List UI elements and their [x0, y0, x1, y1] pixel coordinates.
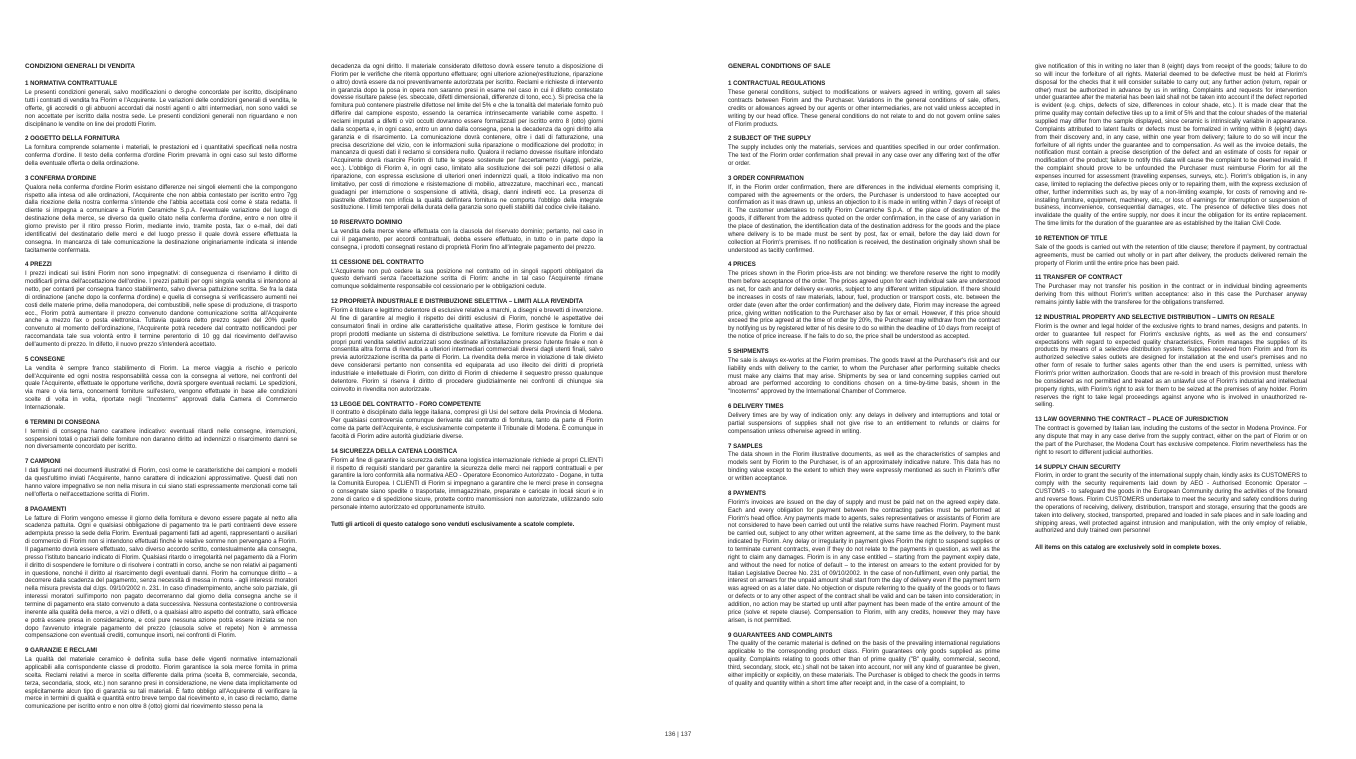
section-body: Florim, in order to grant the security of the international supply chain, kindly asks its CUSTOMERS to comply with the security requirements laid down by AEO - Authorised Economic Operator – CUSTOMS - to safeguard the goods in the European Community during the activities of the forward and reverse flows. Florim CUSTOMERS undertake to meet the security and safety conditions during the operations of receiving, delivery, distribution, transport and storage, ensuring that the goods are taken into delivery, stocked, transported, prepared and loaded in safe places and in safe loading and shipping areas, well protected against intrusion and manipulation, with the only employ of reliable, authorized and duly trained own personnel [1035, 472, 1307, 535]
section-body: Florim's invoices are issued on the day of supply and must be paid net on the agreed expiry date. Each and every obligation for payment between the contracting parties must be performed at Florim's head office. Any payments made to agents, sales representatives or assistants of Florim are not considered to have been carried out until the relative sums have reached Florim. Payment must be carried out, subject to any other written agreement, at the same time as the delivery, to the bank indicated by Florim. Any delay or irregularity in payment gives Florim the right to suspend supplies or to terminate current contracts, even if they do not relate to the payments in question, as well as the right to claim any damages. Florim is in any case entitled – starting from the payment expiry date, and without the need for notice of default – to the interest on arrears to the extent provided for by Italian Legislative Decree No. 231 of 09/10/2002. In the case of non-fulfilment, even only partial, the interest on arrears for the unpaid amount shall start from the day of delivery even if the payment term was agreed on as a later date. No objection or dispute referring to the quality of the goods or to flaws or defects or to any other aspect of the contract shall be valid and can be taken into consideration; in addition, no action may be started up until after payment has been made of the entire amount of the price (solve et repete clause). Compensation to Florim, with any credits, however they may have arisen, is not permitted. [728, 498, 1000, 624]
section-heading: 14 SUPPLY CHAIN SECURITY [1035, 463, 1121, 471]
section-body: These general conditions, subject to modifications or waivers agreed in writing, govern all sales contracts between Florim and the Purchaser. Variations in the general conditions of sale, offers, credits or allowances agreed by our agents or other intermediaries, are not valid unless accepted in writing by our head office. These general conditions do not relate to and do not govern online sales of Florim products. [728, 89, 1000, 128]
section-body: La vendita è sempre franco stabilimento di Florim. La merce viaggia a rischio e pericolo dell'Acquirente ed ogni nostra responsabilità cessa con la consegna al vettore, nei confronti del quale l'Acquirente, effettuate le opportune verifiche, dovrà sporgere eventuali reclami. Le spedizioni, via mare o via terra, concernenti forniture sull'estero, vengono effettuate in base alle condizioni scelte di volta in volta, riportate negli "Incoterms" approvati dalla Camera di Commercio Internazionale. [25, 364, 297, 412]
en-sections-1 [728, 80, 1000, 687]
section [728, 261, 1000, 341]
section [1035, 416, 1307, 456]
section [25, 261, 297, 348]
section-body: L'Acquirente non può cedere la sua posizione nel contratto od in singoli rapporti obbligatori da questo derivanti senza l'accettazione scritta di Florim: anche in tal caso l'Acquirente rimane comunque solidalmente responsabile col cessionario per le obbligazioni cedute. [331, 267, 603, 291]
section [331, 63, 603, 212]
section-body: I prezzi indicati sui listini Florim non sono impegnativi: di conseguenza ci riserviamo il diritto di modificarli prima dell'accettazione dell'ordine. I prezzi pattuiti per ogni singola vendita si intendono al netto, per contanti per consegna franco stabilimento, salvo diversa pattuizione scritta. Se fra la data di ordinazione (anche dopo la conferma d'ordine) e quella di consegna si verificassero aumenti nei costi delle materie prime, della manodopera, dei combustibili, nelle spese di produzione, di trasporto ecc., Florim potrà aumentare il prezzo convenuto dandone comunicazione scritta all'Acquirente anche a mezzo fax o posta elettronica. Tuttavia qualora detto prezzo superi del 20% quello convenuto al momento dell'ordinazione, l'Acquirente potrà recedere dal contratto notificandoci per raccomandata tale sua volontà entro il termine perentorio di 10 gg dal ricevimento dell'avviso dell'aumento di prezzo. In difetto, il nuovo prezzo s'intenderà accettato. [25, 270, 297, 349]
section-body: The quality of the ceramic material is defined on the basis of the prevailing international regulations applicable to the corresponding product class. Florim guarantees only goods supplied as prime quality. Complaints relating to goods other than of prime quality ("B" quality, commercial, second, third, secondary, stock, etc.) shall not be taken into account, nor will any kind of guarantee be given, either implicitly or explicitly, on these materials. The Purchaser is obliged to check the goods in terms of quality and quantity within a short time after receipt and, in the case of a complaint, to [728, 640, 1000, 687]
section [331, 259, 603, 291]
section-body: La qualità del materiale ceramico è definita sulla base delle vigenti normative internazionali applicabili alla corrispondente classe di prodotto. Florim garantisce la sola merce fornita in prima scelta. Reclami relativi a merce in scelta differente dalla prima (scelta B, commerciale, seconda, terza, secondaria, stock, etc.) non saranno presi in considerazione, ne viene data implicitamente od esplicitamente alcun tipo di garanzia su tali materiali. È fatto obbligo all'Acquirente di verificare la merce in termini di qualità e quantità entro breve tempo dal ricevimento e, in caso di reclamo, darne comunicazione per iscritto entro e non oltre 8 (otto) giorni dal ricevimento stesso pena la [25, 656, 297, 711]
section [25, 419, 297, 451]
section [25, 80, 297, 128]
section-heading: 6 TERMINI DI CONSEGNA [25, 418, 100, 426]
section-heading: 3 CONFERMA D'ORDINE [25, 174, 97, 182]
section [331, 219, 603, 251]
section-body: decadenza da ogni diritto. Il materiale considerato difettoso dovrà essere tenuto a disposizione di Florim per le verifiche che riterrà opportuno effettuare; ogni ulteriore azione(restituzione, riparazione o altro) dovrà essere da noi preventivamente autorizzata per iscritto. Reclami e richieste di intervento in garanzia dopo la posa in opera non saranno presi in esame nel caso in cui il difetto contestato dovesse risultare palese (es. sbeccate, difetti dimensionali, differenze di tono, ecc.). Si precisa che la fornitura può contenere piastrelle difettose nel limite del 5% e che la tonalità del materiale fornito può differire dal campione esposto, essendo la ceramica intrinsecamente variabile come aspetto. I reclami imputati a difetti o vizi occulti dovranno essere formalizzati per iscritto entro 8 (otto) giorni dalla scoperta e, in ogni caso, entro un anno dalla consegna, pena la decadenza da ogni diritto alla garanzia e di risarcimento. La comunicazione dovrà contenere, oltre i dati di fatturazione, una precisa descrizione del vizio, con le informazioni sulla riparazione o modificazione del prodotto; in mancanza di questi dati il reclamo si considera nullo. Qualora il reclamo dovesse risultare infondato l'Acquirente dovrà risarcire Florim di tutte le spese sostenute per l'accertamento (viaggi, perizie, ecc.). L'obbligo di Florim è, in ogni caso, limitato alla sostituzione dei soli pezzi difettosi o alla riparazione, con espressa esclusione di ulteriori oneri indennizzi quali, a titolo indicativo ma non limitativo, per costi di rimozione e risistemazione di mobilio, attrezzature, macchinari ecc., mancati guadagni per interruzione o sospensione di attività, disagi, danni indiretti ecc. La presenza di piastrelle difettose non inficia la qualità dell'intera fornitura ne comporta l'obbligo della integrale sostituzione. I limiti temporali della durata della garanzia sono quelli stabiliti dal codice civile italiano. [331, 63, 603, 212]
section-body: Delivery times are by way of indication only: any delays in delivery and interruptions and total or partial suspensions of supplies shall not give rise to an entitlement to refunds or claims for compensation unless otherwise agreed in writing. [728, 412, 1000, 435]
section-heading: 9 GARANZIE E RECLAMI [25, 647, 98, 655]
en-column-2 [1035, 63, 1307, 552]
section-heading: 10 RISERVATO DOMINIO [331, 219, 403, 227]
section-body: La vendita della merce viene effettuata con la clausola del riservato dominio; pertanto, nel caso in cui il pagamento, per accordi contrattuali, debba essere effettuato, in tutto o in parte dopo la consegna, i prodotti consegnati restano di proprietà Florim fino all'integrale pagamento del prezzo. [331, 228, 603, 251]
section-body: The data shown in the Florim illustrative documents, as well as the characteristics of samples and models sent by Florim to the Purchaser, is of an approximately indicative nature. This data has no binding value except to the extent to which they were expressly mentioned as such in Florim's offer or written acceptance. [728, 451, 1000, 483]
en-sections-2 [1035, 63, 1307, 535]
section [25, 647, 297, 711]
section-body: Qualora nella conferma d'ordine Florim esistano differenze nei singoli elementi che la compongono rispetto alla intesa od alle ordinazioni, l'Acquirente che non abbia contestato per iscritto entro 7gg dalla ricezione della nostra conferma s'intende che l'abbia accettata così come è stata redatta. Il cliente si impegna a comunicare a Florim Ceramiche S.p.A. l'eventuale variazione del luogo di destinazione della merce, se diverso da quello citato nella conferma d'ordine, entro e non oltre il giorno previsto per il ritiro presso Florim, mediante invio, tramite posta, fax o e-mail, dei dati identificativi del destinatario delle merci e del luogo presso il quale dovrà essere effettuata la consegna. In mancanza di tale comunicazione la destinazione originariamente indicata si intende tacitamente confermata. [25, 183, 297, 254]
it-sections-2 [331, 63, 603, 512]
section [25, 506, 297, 641]
section-body: The prices shown in the Florim price-lists are not binding: we therefore reserve the right to modify them before acceptance of the order. The prices agreed upon for each individual sale are understood as net, for cash and for delivery ex-works, subject to any different written stipulation. If there should be increases in costs of raw materials, labour, fuel, production or transport costs, etc. between the order date (even after the order confirmation) and the delivery date, Florim may increase the agreed price, giving written notification to the Purchaser also by fax or email. However, if this price should exceed the price agreed at the time of order by 20%, the Purchaser may withdraw from the contract by notifying us by registered letter of his desire to do so within the deadline of 10 days from receipt of the notice of price increase. If he fails to do so, the price shall be understood as accepted. [728, 270, 1000, 341]
section-body: La fornitura comprende solamente i materiali, le prestazioni ed i quantitativi specificati nella nostra conferma d'ordine. Il testo della conferma d'ordine Florim prevarrà in ogni caso sul testo difforme della eventuale offerta o della ordinazione. [25, 144, 297, 167]
section [25, 135, 297, 167]
section [25, 356, 297, 412]
section-body: Il contratto è disciplinato dalla legge italiana, compresi gli Usi del settore della Provincia di Modena. Per qualsiasi controversia comunque derivante dal contratto di fornitura, tanto da parte di Florim come da parte dell'Acquirente, è esclusivamente competente il Tribunale di Modena. È comunque in facoltà di Florim adire autorità giudiziarie diverse. [331, 409, 603, 440]
section-body: Florim è titolare e legittimo detentore di esclusive relative a marchi, a disegni e brevetti di invenzione. Al fine di garantire al meglio il rispetto dei diritti esclusivi di Florim, nonché le aspettative dei consumatori finali in ordine alle caratteristiche qualitative attese, Florim gestisce le forniture dei propri prodotti mediante un sistema di distribuzione selettiva. Le forniture ricevute da Florim e dai propri punti vendita selettivi autorizzati sono destinate all'installazione presso l'utente finale e non è consentita altra forma di rivendita a ulteriori intermediari commerciali diversi dagli utenti finali, salvo previa autorizzazione iscritta da parte di Florim. La rivendita della merce in violazione di tale divieto deve considerarsi pertanto non consentita ed equiparata ad uso illecito dei diritti di proprietà industriale e intellettuale di Florim, con diritto di Florim di chiederne il sequestro presso qualunque detentore. Florim si riserva il diritto di procedere giudizialmente nei confronti di chiunque sia coinvolto in rivendita non autorizzate. [331, 307, 603, 393]
section [1035, 63, 1307, 228]
section-heading: 6 DELIVERY TIMES [728, 403, 784, 411]
section-heading: 14 SICUREZZA DELLA CATENA LOGISTICA [331, 447, 458, 455]
section-heading: 10 RETENTION OF TITLE [1035, 235, 1108, 243]
page-english [678, 0, 1356, 759]
it-column-1 [25, 63, 297, 718]
it-closing-note: Tutti gli articoli di questo catalogo sono venduti esclusivamente a scatole complete. [331, 520, 575, 528]
section-heading: 11 CESSIONE DEL CONTRATTO [331, 258, 424, 266]
section [728, 175, 1000, 255]
section-body: If, in the Florim order confirmation, there are differences in the individual elements comprising it, compared with the agreements or the orders, the Purchaser is understood to have accepted our confirmation as it was drawn up, unless an objection to it is made in writing within 7 days of receipt of it. The customer undertakes to notify Florim Ceramiche S.p.A. of the place of destination of the goods, if different from the address quoted on the order confirmation, in the case of any variation in the place of destination, the identification data of the destination address for the goods and the place where delivery is to be made must be sent by post, fax or email, before the day laid down for collection at Florim's premises. If no notification is received, the destination originally shown shall be understood as tacitly confirmed. [728, 183, 1000, 254]
section-body: The supply includes only the materials, services and quantities specified in our order confirmation. The text of the Florim order confirmation shall prevail in any case over any differing text of the offer or order. [728, 144, 1000, 167]
section-heading: 5 CONSEGNE [25, 355, 65, 363]
section-heading: 13 LAW GOVERNING THE CONTRACT – PLACE OF JURISDICTION [1035, 416, 1228, 424]
section-heading: 9 GUARANTEES AND COMPLAINTS [728, 631, 833, 639]
section-heading: 4 PREZZI [25, 261, 52, 269]
section-heading: 4 PRICES [728, 261, 756, 269]
section [728, 348, 1000, 396]
section [728, 80, 1000, 128]
en-column-1 [728, 63, 1000, 695]
page-numbers: 136 | 137 [664, 731, 692, 738]
section [1035, 464, 1307, 536]
section-heading: 1 NORMATIVA CONTRATTUALE [25, 80, 118, 88]
section-heading: 7 SAMPLES [728, 442, 763, 450]
section [25, 458, 297, 498]
section-heading: 2 SUBJECT OF THE SUPPLY [728, 135, 812, 143]
section-body: I termini di consegna hanno carattere indicativo: eventuali ritardi nelle consegne, interruzioni, sospensioni totali o parziali delle forniture non daranno diritto ad indennizzi o risarcimento danni se non diversamente concordato per iscritto. [25, 427, 297, 451]
section-heading: 8 PAGAMENTI [25, 505, 67, 513]
section-body: The contract is governed by Italian law, including the customs of the sector in Modena Province. For any dispute that may in any case derive from the supply contract, either on the part of Florim or on the part of the Purchaser, the Modena Court has exclusive competence. Florim nevertheless has the right to resort to different judicial authorities. [1035, 425, 1307, 456]
section [728, 632, 1000, 688]
en-title: GENERAL CONDITIONS OF SALE [728, 63, 831, 70]
section [25, 175, 297, 255]
section-heading: 8 PAYMENTS [728, 489, 766, 497]
section [331, 401, 603, 441]
section-heading: 7 CAMPIONI [25, 458, 61, 466]
it-sections-1 [25, 80, 297, 711]
section-body: Le fatture di Florim vengono emesse il giorno della fornitura e devono essere pagate al netto alla scadenza pattuita. Ogni e qualsiasi obbligazione di pagamento tra le parti contraenti deve essere adempiuta presso la sede della Florim. Eventuali pagamenti fatti ad agenti, rappresentanti o ausiliari di commercio di Florim non si intendono effettuati finché le relative somme non pervengano a Florim. Il pagamento dovrà essere effettuato, salvo diverso accordo scritto, contestualmente alla consegna, presso l'istituto bancario indicato di Florim. Qualsiasi ritardo o irregolarità nel pagamento dà a Florim il diritto di sospendere le forniture o di risolvere i contratti in corso, anche se non relativi ai pagamenti in questione, nonché il diritto al risarcimento degli eventuali danni. Florim ha comunque diritto – a decorrere dalla scadenza del pagamento, senza necessità di messa in mora - agli interessi moratori nella misura prevista dal d.lgs. 09/10/2002 n. 231. In caso d'inadempimento, anche solo parziale, gli interessi moratori sull'importo non pagato decorreranno dal giorno della consegna anche se il termine di pagamento era stato convenuto a data successiva. Nessuna contestazione o controversia inerente alla qualità della merce, a vizi o difetti, o a qualsiasi altro aspetto del contratto, sarà efficace e potrà essere presa in considerazione, e così pure nessuna azione potrà essere iniziata se non dopo l'avvenuto integrale pagamento del prezzo (clausola solve et repete) Non è ammessa compensazione con eventuali crediti, comunque insorti, nei confronti di Florim. [25, 514, 297, 640]
section-heading: 12 INDUSTRIAL PROPERTY AND SELECTIVE DISTRIBUTION – LIMITS ON RESALE [1035, 313, 1275, 321]
section-body: Florim al fine di garantire la sicurezza della catena logistica internazionale richiede ai propri CLIENTI il rispetto di requisiti standard per garantire la sicurezza delle merci nei rapporti contrattuali e per garantire la loro conformità alla normativa AEO - Operatore Economico Autorizzato - Dogane, in tutta la Comunità Europea. I CLIENTI di Florim si impegnano a garantire che le merci prese in consegna o consegnate siano spedite o trasportate, immagazzinate, preparate e caricate in locali sicuri e in zone di carico e di spedizione sicure, protette contro manomissioni non autorizzate, utilizzando solo personale interno autorizzato ed opportunamente istruito. [331, 456, 603, 511]
section [728, 443, 1000, 483]
section [1035, 274, 1307, 306]
section-heading: 11 TRANSFER OF CONTRACT [1035, 274, 1123, 282]
section-body: The sale is always ex-works at the Florim premises. The goods travel at the Purchaser's risk and our liability ends with delivery to the carrier, to whom the Purchaser after performing suitable checks must make any claims that may arise. Shipments by sea or land concerning supplies carried out abroad are performed according to conditions chosen on a time-by-time basis, shown in the "Incoterms" approved by the International Chamber of Commerce. [728, 356, 1000, 396]
section [331, 448, 603, 512]
section-body: Sale of the goods is carried out with the retention of title clause; therefore if payment, by contractual agreements, must be carried out wholly or in part after delivery, the products delivered remain the property of Florim until the entire price has been paid. [1035, 243, 1307, 267]
section-body: Florim is the owner and legal holder of the exclusive rights to brand names, designs and patents. In order to guarantee full respect for Florim's exclusive rights, as well as the end consumers' expectations with regard to expected quality characteristics, Florim manages the supplies of its products by means of a selective distribution system. Supplies received from Florim and from its authorized selective sales outlets are designed for installation at the end user's premises and no other form of resale to further sales agents other than the end users is permitted, unless with Florim's prior written authorization. Goods that are re-sold in breach of this provision must therefore be considered as not permitted and treated as an unlawful use of Florim's industrial and intellectual property rights, with Florim's right to ask for them to be seized at the premises of any holder. Florim reserves the right to take legal proceedings against anyone who is involved in unauthorized re-selling. [1035, 322, 1307, 409]
en-closing-note: All items on this catalog are exclusively sold in complete boxes. [1035, 544, 1221, 552]
section [1035, 314, 1307, 409]
section-heading: 12 PROPRIETÀ INDUSTRIALE E DISTRIBUZIONE SELETTIVA – LIMITI ALLA RIVENDITA [331, 298, 583, 306]
section-body: I dati figuranti nei documenti illustrativi di Florim, così come le caratteristiche dei campioni e modelli da quest'ultimo inviati l'Acquirente, hanno carattere di indicazioni approssimative. Questi dati non hanno valore impegnativo se non nella misura in cui siano stati espressamente menzionati come tali nell'offerta o nell'accettazione scritta di Florim. [25, 467, 297, 498]
section-heading: 1 CONTRACTUAL REGULATIONS [728, 80, 826, 88]
section [728, 490, 1000, 625]
section-heading: 13 LEGGE DEL CONTRATTO - FORO COMPETENTE [331, 400, 481, 408]
section-body: The Purchaser may not transfer his position in the contract or in individual binding agreements deriving from this without Florim's written acceptance: also in this case the Purchaser anyway remains jointly liable with the transferee for the obligations transferred. [1035, 283, 1307, 307]
section-body: Le presenti condizioni generali, salvo modificazioni o deroghe concordate per iscritto, disciplinano tutti i contratti di vendita fra Florim e l'Acquirente. Le variazioni delle condizioni generali di vendita, le offerte, gli accrediti o gli abbuoni accordati dai nostri agenti o altri intermediari, non sono validi se non accettate per iscritto dalla nostra sede. Le presenti condizioni generali non riguardano e non disciplinano le vendite on line dei prodotti Florim. [25, 89, 297, 128]
section-body: give notification of this in writing no later than 8 (eight) days from receipt of the goods; failure to do so will incur the forfeiture of all rights. Material deemed to be defective must be held at Florim's disposal for the checks that it will consider suitable to carry out; any further action (return, repair or other) must be authorized in advance by us in writing. Complaints and requests for intervention under guarantee after the material has been laid shall not be taken into account if the defect reported is evident (e.g. chips, defects of size, differences in colour shade, etc.). It is made clear that the prime quality may contain defective tiles up to a limit of 5% and that the colour shades of the material supplied may differ from the sample displayed, since ceramic is intrinsically variable in appearance. Complaints attributed to latent faults or defects must be formalized in writing within 8 (eight) days from their discovery and, in any case, within one year from delivery; failure to do so will incur the forfeiture of all rights under the guarantee and to compensation. As well as the invoice details, the notification must contain a precise description of the defect and an estimate of costs for repair or modification of the product; failure to notify this data will cause the complaint to be deemed invalid. If the complaint should prove to be unfounded the Purchaser must reimburse Florim for all the expenses incurred for assessment (travelling expenses, surveys, etc.). Florim's obligation is, in any case, limited to replacing the defective pieces only or to repairing them, with the express exclusion of other, further indemnities such as, by way of a non-limiting example, for costs of removing and re-installing furniture, equipment, machinery, etc., or loss of earnings for interruption or suspension of business, inconvenience, consequential damages, etc. The presence of defective tiles does not invalidate the quality of the entire supply, nor does it incur the obligation for its entire replacement. The time limits for the duration of the guarantee are as established by the Italian Civil Code. [1035, 63, 1307, 228]
section [728, 403, 1000, 435]
it-column-2 [331, 63, 603, 529]
section-heading: 2 OGGETTO DELLA FORNITURA [25, 135, 120, 143]
section [331, 298, 603, 393]
section [1035, 235, 1307, 267]
it-title: CONDIZIONI GENERALI DI VENDITA [25, 63, 135, 70]
section [728, 135, 1000, 167]
section-heading: 5 SHIPMENTS [728, 348, 769, 356]
section-heading: 3 ORDER CONFIRMATION [728, 174, 804, 182]
